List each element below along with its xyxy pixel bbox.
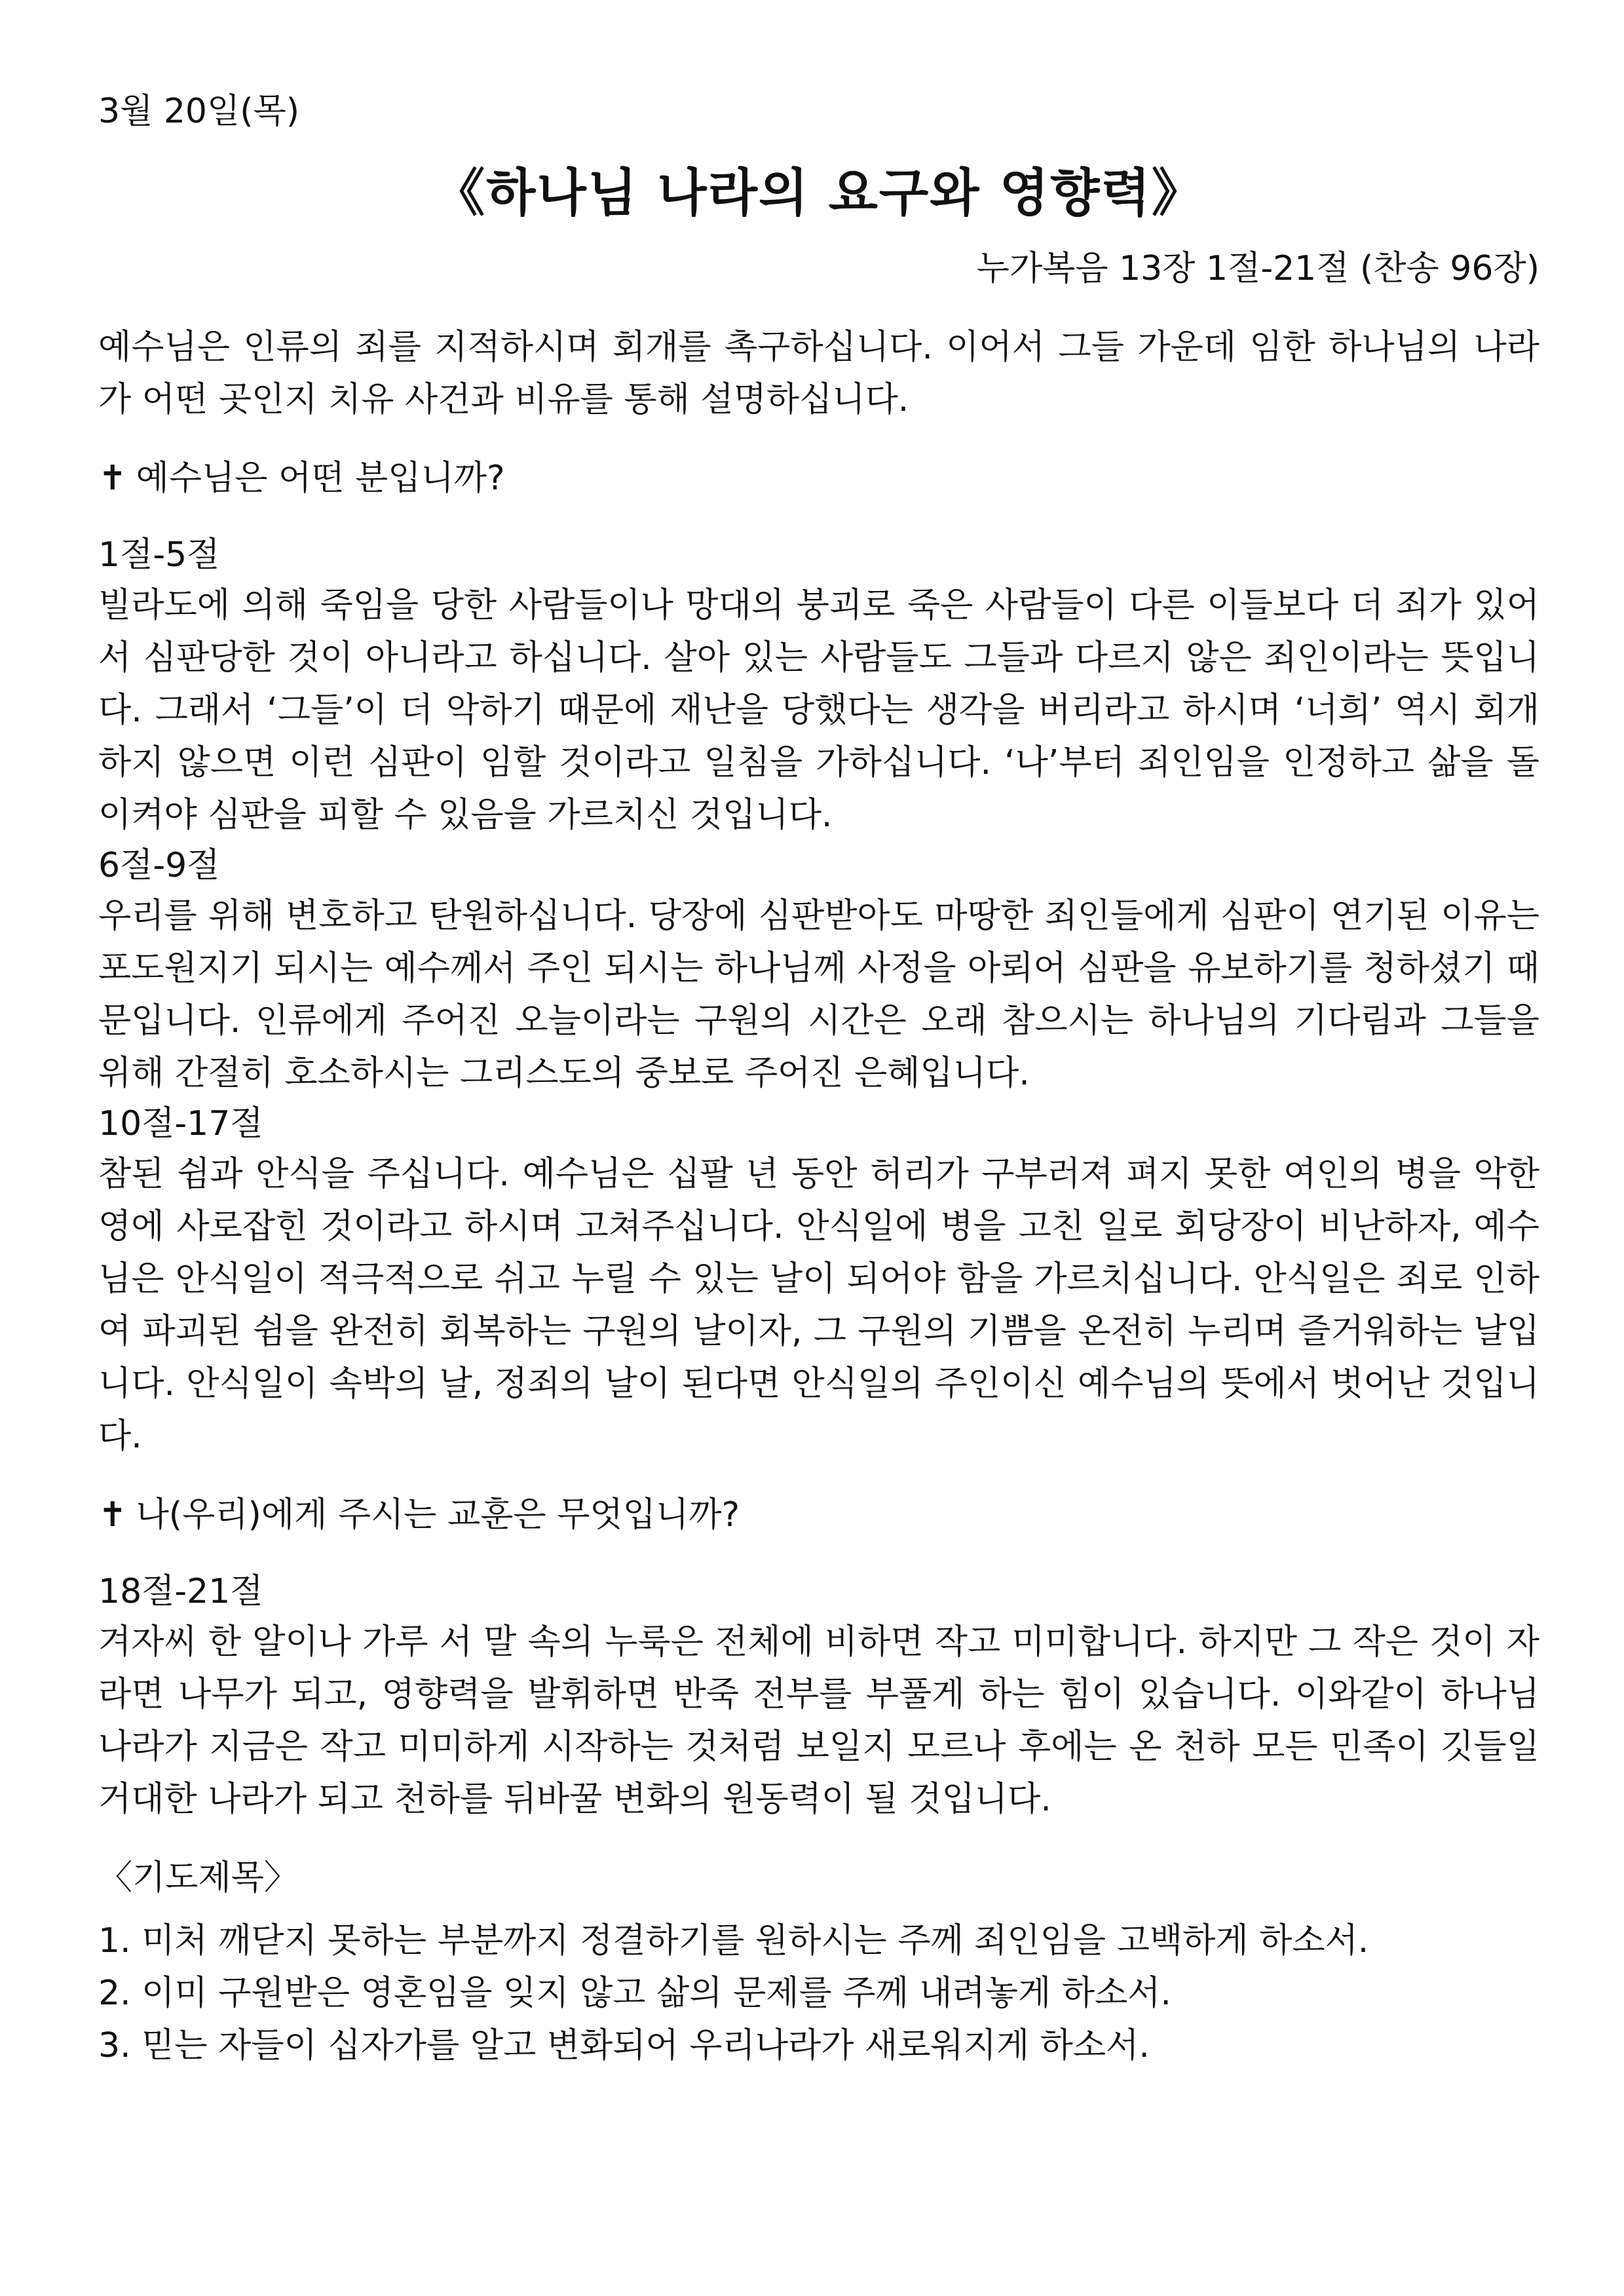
section1-question-text: 예수님은 어떤 분입니까? — [136, 459, 505, 498]
prayer-title: 〈기도제목〉 — [98, 1858, 298, 1898]
prayer-list — [98, 1915, 1539, 2072]
section2-question-text: 나(우리)에게 주시는 교훈은 무엇입니까? — [136, 1495, 740, 1535]
verse-block — [98, 1567, 1539, 1826]
section1-question — [98, 452, 1539, 505]
verse-ref: 10절-17절 — [98, 1104, 263, 1143]
date-label: 3월 20일(목) — [98, 92, 300, 131]
verse-ref: 1절-5절 — [98, 535, 220, 575]
verse-text: 빌라도에 의해 죽임을 당한 사람들이나 망대의 붕괴로 죽은 사람들이 다른 이들보다 더 죄가 있어서 심판당한 것이 아니라고 하십니다. 살아 있는 사람들도 그들과 다르지 않은 죄인이라는 뜻입니다. 그래서 ‘그들’이 더 악하기 때문에 재난을 당했다는 생각을 버리라고 하시며 ‘너희’ 역시 회개하지 않으면 이런 심판이 임할 것이라고 일침을 가하십니다. ‘나’부터 죄인임을 인정하고 삶을 돌이켜야 심판을 피할 수 있음을 가르치신 것입니다. — [98, 586, 1539, 835]
prayer-item: 1. 미처 깨닫지 못하는 부분까지 정결하기를 원하시는 주께 죄인임을 고백하게 하소서. — [98, 1921, 1369, 1961]
prayer-item: 2. 이미 구원받은 영혼임을 잊지 않고 삶의 문제를 주께 내려놓게 하소서. — [98, 1974, 1171, 2013]
verse-text: 우리를 위해 변호하고 탄원하십니다. 당장에 심판받아도 마땅한 죄인들에게 심판이 연기된 이유는 포도원지기 되시는 예수께서 주인 되시는 하나님께 사정을 아뢰어 심판을 유보하기를 청하셨기 때문입니다. 인류에게 주어진 오늘이라는 구원의 시간은 오래 참으시는 하나님의 기다림과 그들을 위해 간절히 호소하시는 그리스도의 중보로 주어진 은혜입니다. — [98, 896, 1539, 1093]
verse-block — [98, 531, 1539, 841]
verse-block — [98, 841, 1539, 1100]
cross-icon: ✝ — [98, 459, 127, 498]
verse-ref: 6절-9절 — [98, 846, 220, 885]
devotional-page — [98, 85, 1539, 2072]
scripture-reference: 누가복음 13장 1절-21절 (찬송 96장) — [976, 249, 1539, 288]
cross-icon: ✝ — [98, 1495, 127, 1535]
section2-question — [98, 1489, 1539, 1541]
intro-paragraph: 예수님은 인류의 죄를 지적하시며 회개를 촉구하십니다. 이어서 그들 가운데 임한 하나님의 나라가 어떤 곳인지 치유 사건과 비유를 통해 설명하십니다. — [98, 328, 1539, 419]
verse-text: 겨자씨 한 알이나 가루 서 말 속의 누룩은 전체에 비하면 작고 미미합니다. 하지만 그 작은 것이 자라면 나무가 되고, 영향력을 발휘하면 반죽 전부를 부풀게 하는 힘이 있습니다. 이와같이 하나님 나라가 지금은 작고 미미하게 시작하는 것처럼 보일지 모르나 후에는 온 천하 모든 민족이 깃들일 거대한 나라가 되고 천하를 뒤바꿀 변화의 원동력이 될 것입니다. — [98, 1622, 1539, 1819]
verse-block — [98, 1100, 1539, 1463]
verse-ref: 18절-21절 — [98, 1572, 263, 1611]
prayer-item: 3. 믿는 자들이 십자가를 알고 변화되어 우리나라가 새로워지게 하소서. — [98, 2026, 1150, 2065]
verse-text: 참된 쉼과 안식을 주십니다. 예수님은 십팔 년 동안 허리가 구부러져 펴지 못한 여인의 병을 악한 영에 사로잡힌 것이라고 하시며 고쳐주십니다. 안식일에 병을 고친 일로 회당장이 비난하자, 예수님은 안식일이 적극적으로 쉬고 누릴 수 있는 날이 되어야 함을 가르치십니다. 안식일은 죄로 인하여 파괴된 쉼을 완전히 회복하는 구원의 날이자, 그 구원의 기쁨을 온전히 누리며 즐거워하는 날입니다. 안식일이 속박의 날, 정죄의 날이 된다면 안식일의 주인이신 예수님의 뜻에서 벗어난 것입니다. — [98, 1155, 1539, 1456]
page-title: 《하나님 나라의 요구와 영향력》 — [434, 164, 1204, 223]
